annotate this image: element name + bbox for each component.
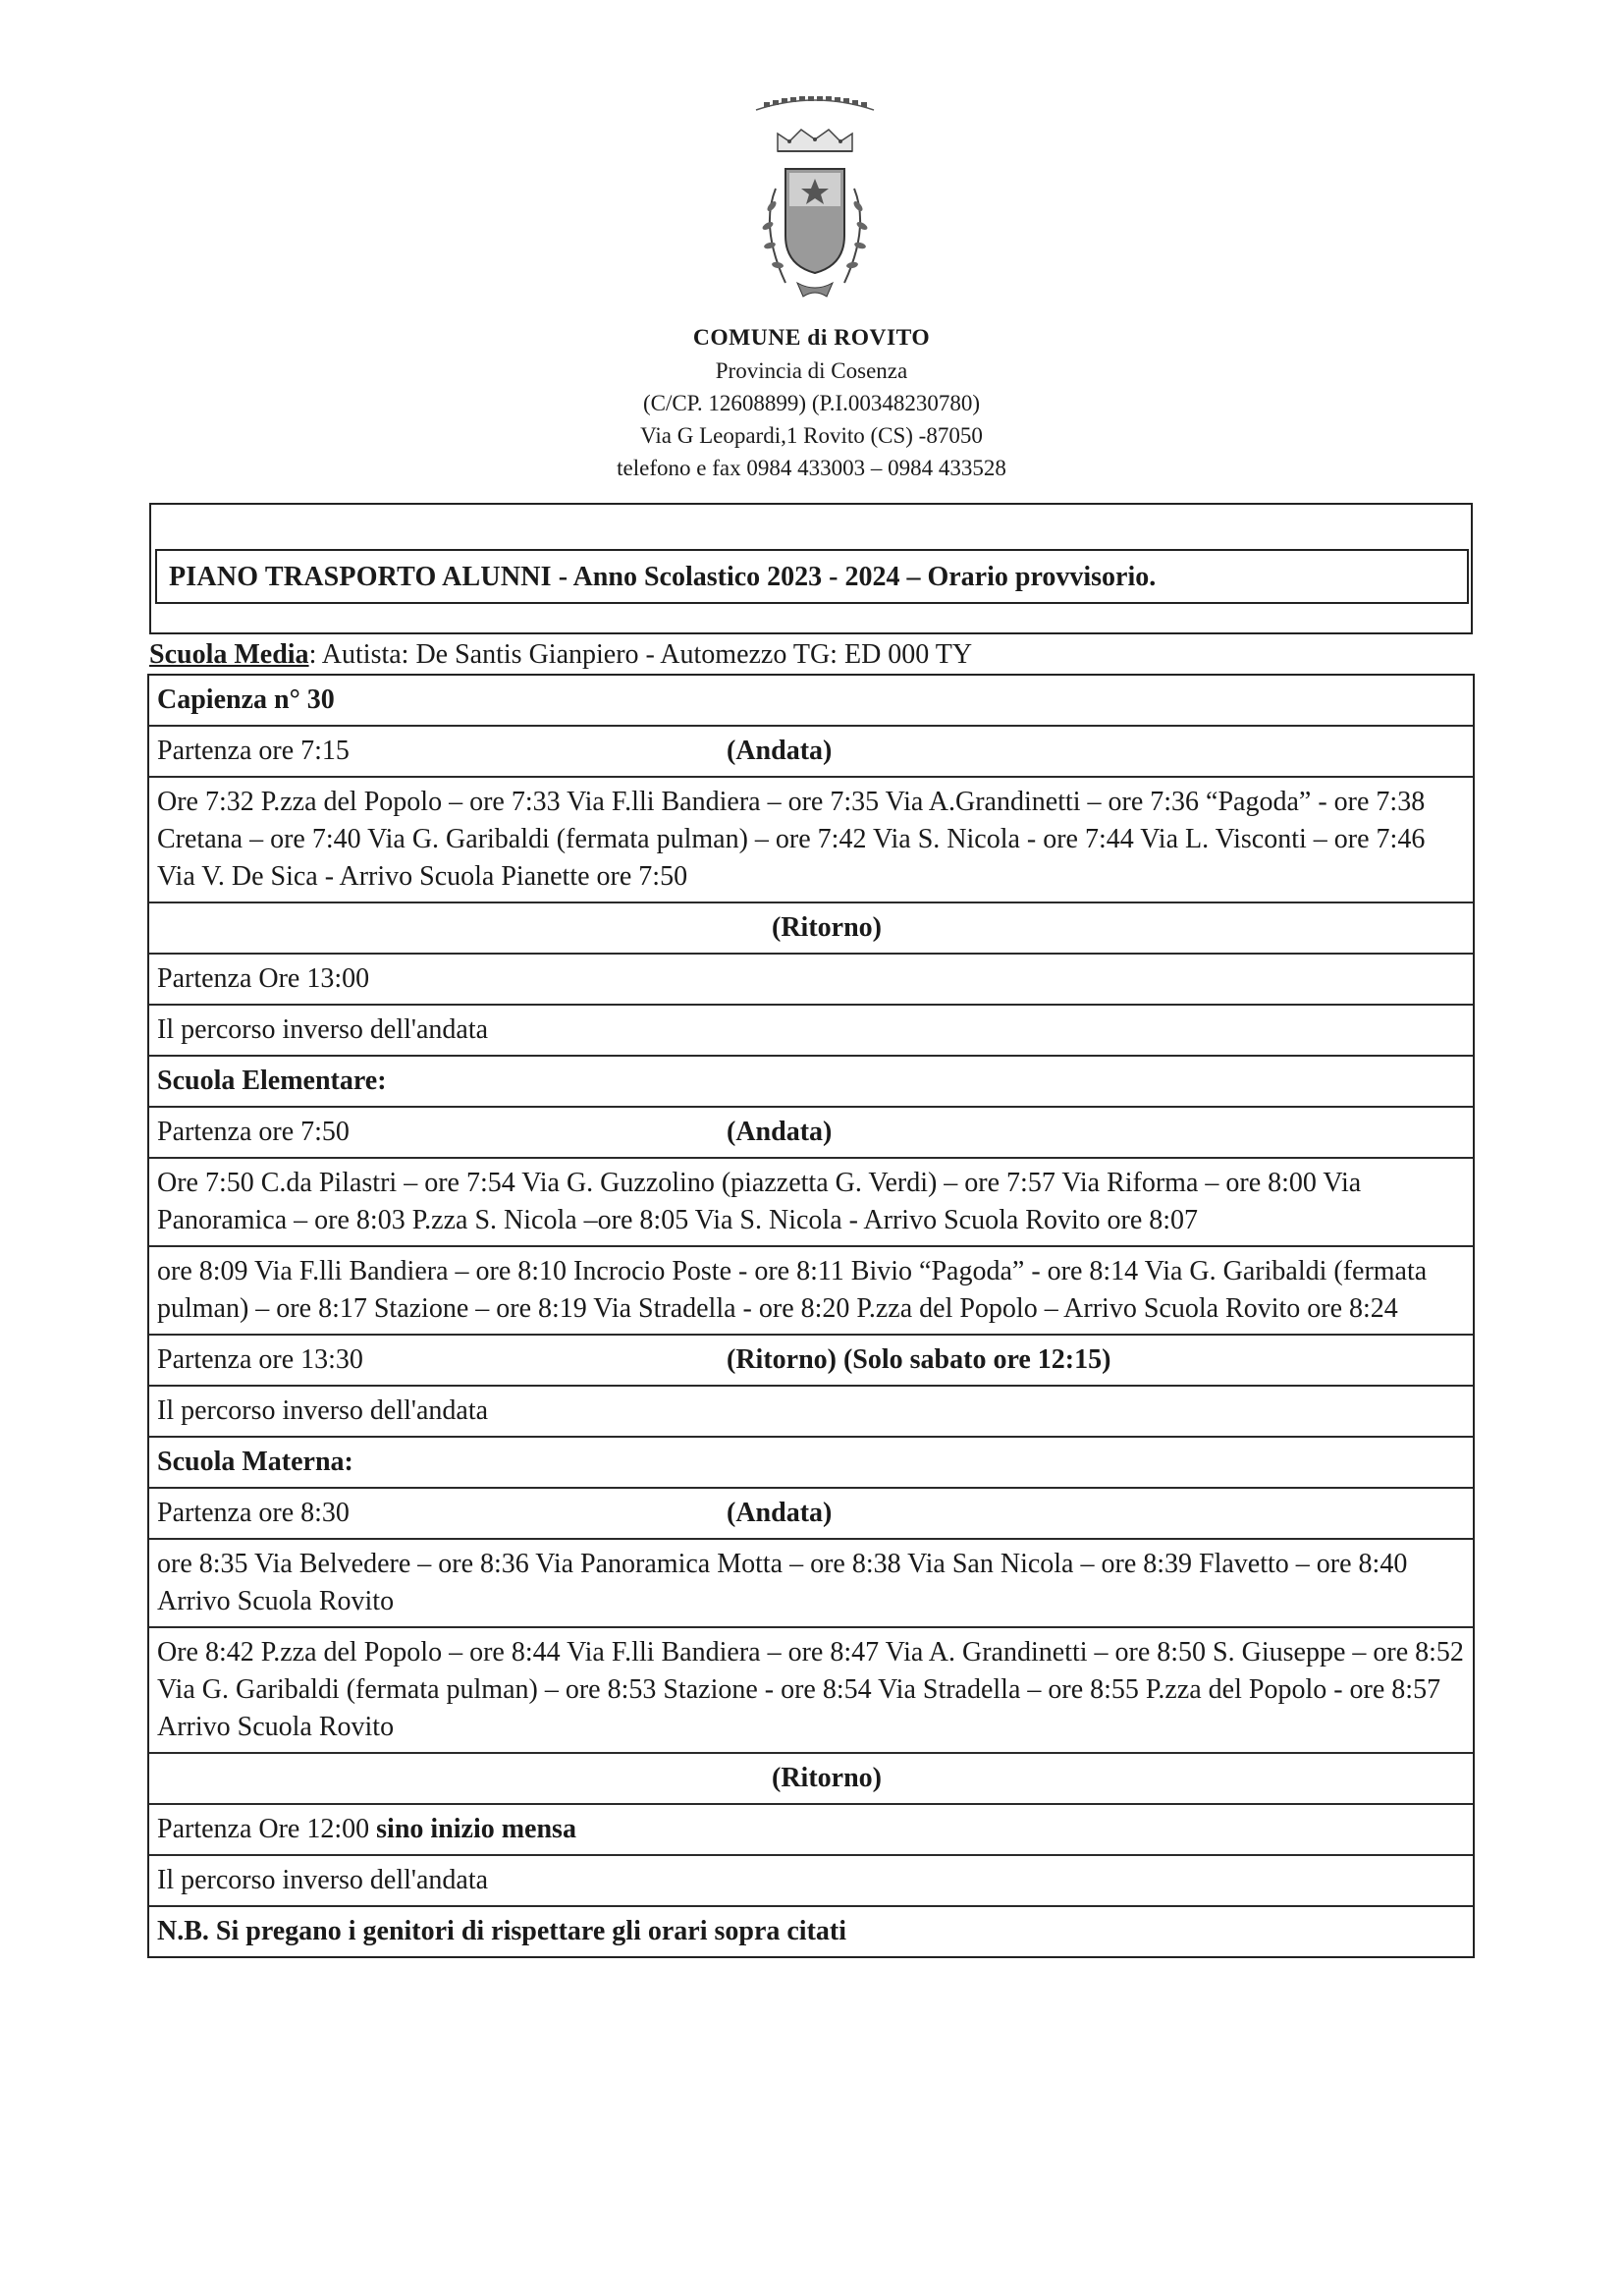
title-main: PIANO TRASPORTO ALUNNI xyxy=(169,562,552,592)
departure-note: sino inizio mensa xyxy=(376,1814,576,1844)
route-text: ore 8:35 Via Belvedere – ore 8:36 Via Panoramica Motta – ore 8:38 Via San Nicola – ore 8:39 Flavetto – ore 8:40 Arrivo Scuola Rovito xyxy=(157,1549,1408,1616)
address-line: Via G Leopardi,1 Rovito (CS) -87050 xyxy=(640,423,983,448)
direction-tag: (Andata) xyxy=(727,736,833,766)
route-text: Il percorso inverso dell'andata xyxy=(157,1865,489,1895)
footnote-text: N.B. Si pregano i genitori di rispettare gli orari sopra citati xyxy=(157,1916,847,1946)
table-row xyxy=(149,725,1473,776)
table-row xyxy=(149,1245,1473,1334)
table-row xyxy=(149,1157,1473,1245)
direction-tag: (Ritorno) xyxy=(772,912,882,943)
direction-tag: (Andata) xyxy=(727,1117,833,1147)
section-heading xyxy=(149,1055,1473,1106)
phone-line: telefono e fax 0984 433003 – 0984 433528 xyxy=(617,456,1006,480)
table-row xyxy=(149,1385,1473,1436)
table-row xyxy=(149,1803,1473,1854)
route-text: Il percorso inverso dell'andata xyxy=(157,1014,489,1045)
table-row xyxy=(149,953,1473,1004)
footnote-row xyxy=(149,1905,1473,1956)
schedule-table xyxy=(147,674,1475,1958)
table-row xyxy=(149,776,1473,902)
section-title: Scuola Materna: xyxy=(157,1447,353,1477)
departure-text: Partenza Ore 12:00 xyxy=(157,1814,377,1844)
table-row xyxy=(149,1626,1473,1752)
capacity-row xyxy=(149,676,1473,725)
driver-line xyxy=(149,635,972,675)
route-text: Ore 7:32 P.zza del Popolo – ore 7:33 Via F.lli Bandiera – ore 7:35 Via A.Grandinetti – ore 7:36 “Pagoda” - ore 7:38 Cretana – ore 7:40 Via G. Garibaldi (fermata pulman) – ore 7:42 Via S. Nicola - ore 7:44 Via L. Visconti – ore 7:46 Via V. De Sica - Arrivo Scuola Pianette ore 7:50 xyxy=(157,787,1426,892)
driver-info: : Autista: De Santis Gianpiero - Automezzo TG: ED 000 TY xyxy=(308,639,973,670)
departure-text: Partenza ore 7:50 xyxy=(157,1117,350,1147)
table-row xyxy=(149,1487,1473,1538)
document-title xyxy=(155,549,1469,604)
table-row xyxy=(149,902,1473,953)
route-text: Il percorso inverso dell'andata xyxy=(157,1395,489,1426)
departure-text: Partenza ore 7:15 xyxy=(157,736,350,766)
school-name: Scuola Media xyxy=(149,639,309,670)
tax-codes-line: (C/CP. 12608899) (P.I.00348230780) xyxy=(642,391,981,415)
departure-text: Partenza ore 8:30 xyxy=(157,1498,350,1528)
route-text: Ore 7:50 C.da Pilastri – ore 7:54 Via G. Guzzolino (piazzetta G. Verdi) – ore 7:57 Via Riforma – ore 8:00 Via Panoramica – ore 8:03 P.zza S. Nicola –ore 8:05 Via S. Nicola - Arrivo Scuola Rovito ore 8:07 xyxy=(157,1168,1362,1235)
departure-text: Partenza Ore 13:00 xyxy=(157,963,370,994)
table-row xyxy=(149,1106,1473,1157)
direction-tag: (Ritorno) xyxy=(772,1763,882,1793)
table-row xyxy=(149,1854,1473,1905)
province-line: Provincia di Cosenza xyxy=(715,358,908,383)
municipality-header xyxy=(0,322,1623,484)
route-text: Ore 8:42 P.zza del Popolo – ore 8:44 Via F.lli Bandiera – ore 8:47 Via A. Grandinetti – ore 8:50 S. Giuseppe – ore 8:52 Via G. Garibaldi (fermata pulman) – ore 8:53 Stazione - ore 8:54 Via Stradella – ore 8:55 P.zza del Popolo - ore 8:57 Arrivo Scuola Rovito xyxy=(157,1637,1464,1742)
municipal-crest-logo xyxy=(717,90,913,322)
section-heading xyxy=(149,1436,1473,1487)
route-text: ore 8:09 Via F.lli Bandiera – ore 8:10 Incrocio Poste - ore 8:11 Bivio “Pagoda” - ore 8:14 Via G. Garibaldi (fermata pulman) – ore 8:17 Stazione – ore 8:19 Via Stradella - ore 8:20 P.zza del Popolo – Arrivo Scuola Rovito ore 8:24 xyxy=(157,1256,1428,1324)
direction-tag: (Ritorno) (Solo sabato ore 12:15) xyxy=(727,1344,1111,1375)
table-row xyxy=(149,1004,1473,1055)
table-row xyxy=(149,1752,1473,1803)
section-title: Scuola Elementare: xyxy=(157,1066,387,1096)
table-row xyxy=(149,1334,1473,1385)
capacity-text: Capienza n° 30 xyxy=(157,684,335,715)
direction-tag: (Andata) xyxy=(727,1498,833,1528)
table-row xyxy=(149,1538,1473,1626)
title-rest: - Anno Scolastico 2023 - 2024 – Orario provvisorio. xyxy=(551,562,1157,592)
departure-text: Partenza ore 13:30 xyxy=(157,1344,363,1375)
municipality-name: COMUNE di ROVITO xyxy=(692,325,931,351)
